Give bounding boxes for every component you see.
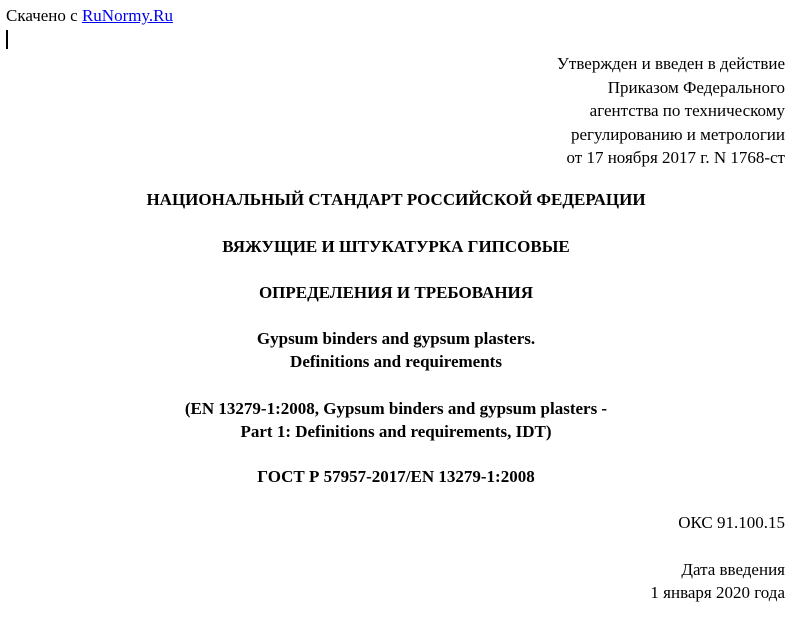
gost-number: ГОСТ Р 57957-2017/EN 13279-1:2008 — [257, 467, 535, 486]
intro-date-label: Дата введения — [681, 560, 785, 579]
standard-heading: НАЦИОНАЛЬНЫЙ СТАНДАРТ РОССИЙСКОЙ ФЕДЕРАЦИИ — [146, 190, 646, 209]
approval-line: регулированию и метрологии — [570, 124, 785, 144]
approval-line: агентства по техническому — [589, 101, 785, 120]
approval-line: от 17 ноября 2017 г. N 1768-ст — [566, 148, 785, 167]
source-line — [6, 6, 173, 26]
intro-date: 1 января 2020 года — [650, 583, 785, 602]
subtitle-ru: ОПРЕДЕЛЕНИЯ И ТРЕБОВАНИЯ — [258, 283, 534, 302]
title-en-line-1: Gypsum binders and gypsum plasters. — [256, 329, 536, 348]
approval-line: Приказом Федерального — [607, 77, 785, 97]
oks-code: ОКС 91.100.15 — [678, 513, 785, 532]
source-prefix: Скачено с — [6, 6, 78, 25]
source-link[interactable]: RuNormy.Ru — [81, 6, 173, 25]
approval-block — [557, 52, 785, 170]
title-en-line-2: Definitions and requirements — [290, 352, 502, 371]
text-cursor — [6, 30, 8, 49]
reference-line-1: (EN 13279-1:2008, Gypsum binders and gypsum plasters - — [184, 399, 608, 418]
approval-line: Утвержден и введен в действие — [556, 54, 785, 73]
title-ru: ВЯЖУЩИЕ И ШТУКАТУРКА ГИПСОВЫЕ — [222, 237, 570, 256]
reference-line-2: Part 1: Definitions and requirements, IDT) — [240, 422, 552, 441]
